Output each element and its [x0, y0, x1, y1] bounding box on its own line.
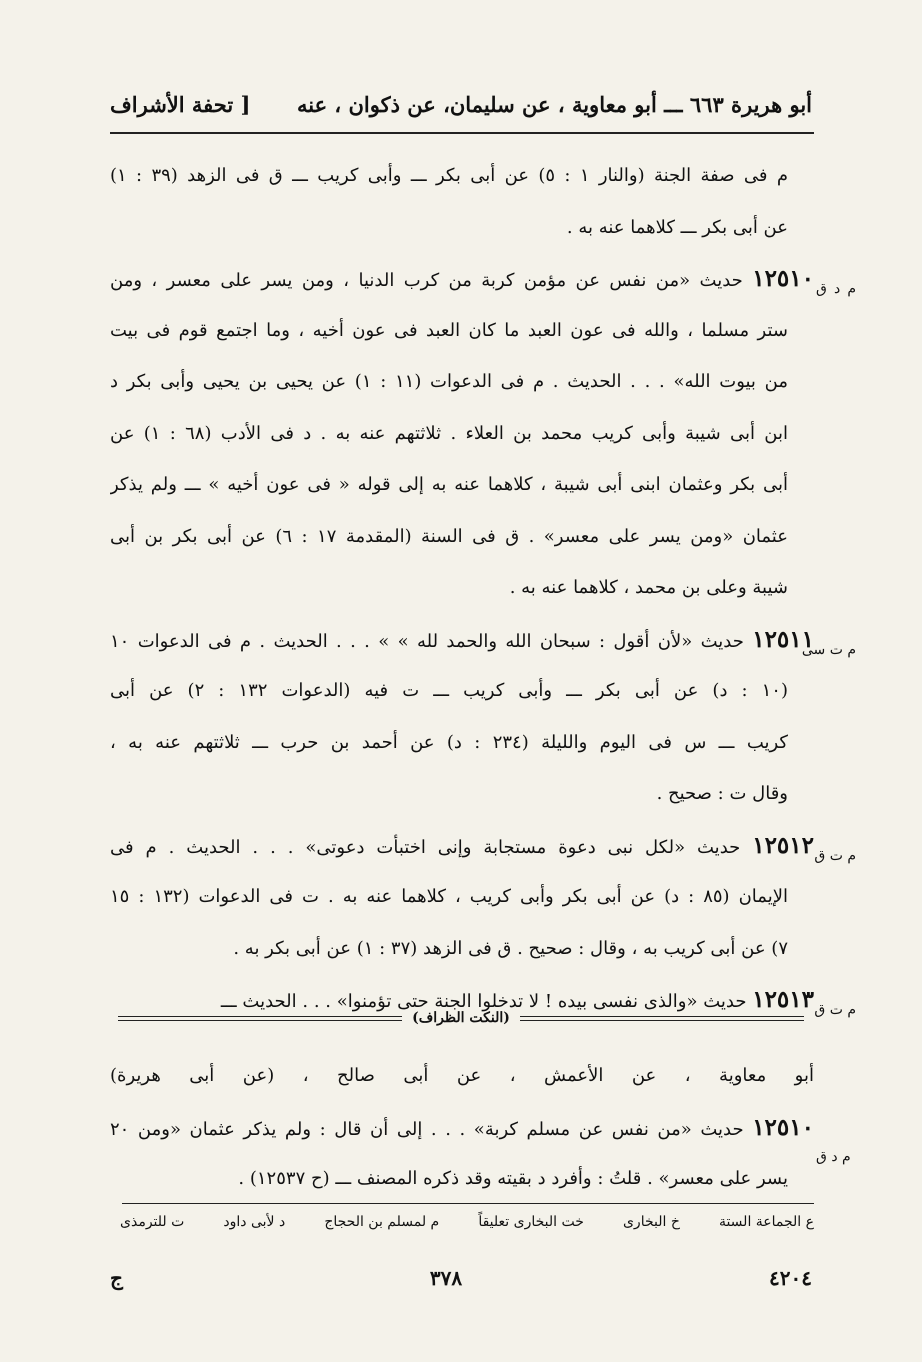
text-line	[110, 305, 814, 357]
abbreviation-item: م لمسلم بن الحجاج	[324, 1214, 440, 1230]
notes-line-1	[110, 1102, 814, 1154]
line-text: كريب ـــ س فى اليوم والليلة (٢٣٤ : د) عن أحمد بن حرب ـــ ثلاثتهم عنه به ،	[110, 731, 788, 753]
line-text: حديث «لكل نبى دعوة مستجابة وإنى اختبأت دعوتى» . . . الحديث . م فى	[110, 836, 741, 858]
text-line	[110, 871, 814, 923]
hadith-number: ١٢٥١٠	[752, 265, 814, 292]
page-footer	[110, 1266, 812, 1296]
line-text: حديث «من نفس عن مؤمن كربة من كرب الدنيا ، ومن يسر على معسر ، ومن	[110, 270, 743, 291]
line-text: حديث «والذى نفسى بيده ! لا تدخلوا الجنة حتى تؤمنوا» . . . الحديث ـــ	[220, 991, 747, 1012]
running-header	[110, 86, 812, 122]
hadith-number: ١٢٥١٢	[752, 831, 814, 859]
page-number: ٣٧٨	[429, 1266, 463, 1290]
text-line	[110, 356, 814, 408]
abbreviation-item: د لأبى داود	[223, 1214, 286, 1230]
line-text: ابن أبى شيبة وأبى كريب محمد بن العلاء . ثلاثتهم عنه به . د فى الأدب (٦٨ : ١) عن	[110, 422, 788, 444]
line-text: (١٠ : د) عن أبى بكر ـــ وأبى كريب ـــ ت فيه (الدعوات ١٣٢ : ٢) عن أبى	[110, 680, 788, 701]
section-separator	[118, 1006, 804, 1030]
line-text: من بيوت الله» . . . الحديث . م فى الدعوات (١١ : ١) عن يحيى بن يحيى وأبى بكر د	[110, 371, 788, 392]
separator-label: (النكت الظراف)	[412, 1010, 510, 1026]
notes-heading: أبو معاوية ، عن الأعمش ، عن أبى صالح ، (عن أبى هريرة)	[110, 1065, 814, 1086]
notes-line-2: يسر على معسر» . قلتُ : وأفرد د بقيته وقد ذكره المصنف ـــ (ح ١٢٥٣٧) .	[238, 1168, 788, 1189]
footer-right: ٤٢٠٤	[769, 1266, 812, 1290]
header-rule	[110, 132, 814, 134]
margin-sigla: م ت ق	[814, 847, 856, 864]
text-line	[110, 459, 814, 511]
text-line	[110, 408, 814, 460]
text-line	[110, 923, 814, 975]
abbreviation-item: ت للترمذى	[120, 1214, 185, 1230]
notes-margin-sigla: م د ق	[816, 1148, 851, 1165]
hadith-entry-line	[110, 614, 856, 666]
header-left-text: [ تحفة الأشراف	[110, 91, 251, 117]
abbreviation-item: ع الجماعة الستة	[718, 1214, 814, 1230]
line-text: عن أبى بكر ـــ كلاهما عنه به .	[566, 216, 788, 238]
notes-section	[110, 1050, 851, 1205]
notes-line-1-text: حديث «من نفس عن مسلم كربة» . . . إلى أن قال : ولم يذكر عثمان «ومن ٢٠	[110, 1118, 744, 1140]
separator-rule-left	[118, 1016, 402, 1021]
text-line	[110, 768, 814, 820]
line-text: حديث «لأن أقول : سبحان الله والحمد لله » » . . . الحديث . م فى الدعوات ١٠	[110, 630, 744, 652]
hadith-entry-line	[110, 820, 856, 872]
text-line	[110, 717, 814, 769]
text-line	[110, 150, 814, 202]
abbreviation-key	[120, 1214, 814, 1230]
line-text: ٧) عن أبى كريب به ، وقال : صحيح . ق فى الزهد (٣٧ : ١) عن أبى بكر به .	[233, 937, 788, 959]
separator-rule-right	[520, 1016, 804, 1021]
main-text	[110, 150, 856, 1026]
footnote-rule	[122, 1203, 814, 1204]
line-text: أبى بكر وعثمان ابنى أبى شيبة ، كلاهما عنه به إلى قوله « فى عون أخيه » ـــ ولم يذكر	[110, 474, 788, 495]
margin-sigla: م د ق	[816, 281, 856, 297]
abbreviation-item: خ البخارى	[622, 1214, 680, 1230]
margin-sigla: م ت سى	[801, 641, 856, 658]
line-text: الإيمان (٨٥ : د) عن أبى بكر وأبى كريب ، كلاهما عنه به . ت فى الدعوات (١٣٢ : ١٥	[110, 886, 788, 907]
footer-left: ج	[110, 1266, 123, 1290]
text-line	[110, 665, 814, 717]
line-text: ستر مسلما ، والله فى عون العبد ما كان العبد فى عون أخيه ، وما اجتمع قوم فى بيت	[110, 319, 788, 341]
hadith-number: ١٢٥١١	[752, 625, 814, 653]
text-line	[110, 202, 814, 254]
line-text: عثمان «ومن يسر على معسر» . ق فى السنة (المقدمة ١٧ : ٦) عن أبى بكر بن أبى	[110, 525, 788, 547]
line-text: وقال ت : صحيح .	[656, 783, 788, 804]
abbreviation-item: خت البخارى تعليقاً	[478, 1214, 584, 1230]
line-text: شيبة وعلى بن محمد ، كلاهما عنه به .	[509, 577, 788, 598]
text-line	[110, 511, 814, 563]
line-text: م فى صفة الجنة (والنار ١ : ٥) عن أبى بكر ـــ وأبى كريب ـــ ق فى الزهد (٣٩ : ١)	[110, 165, 788, 186]
text-line	[110, 562, 814, 614]
notes-entry	[110, 1102, 851, 1205]
hadith-number: ١٢٥١٣	[752, 986, 814, 1013]
header-right-text: أبو هريرة ٦٦٣ ـــ أبو معاوية ، عن سليمان، عن ذكوان ، عنه	[296, 91, 812, 117]
margin-sigla: م ت ق	[814, 1002, 856, 1018]
hadith-entry-line	[110, 253, 856, 305]
notes-hadith-number: ١٢٥١٠	[752, 1113, 814, 1141]
